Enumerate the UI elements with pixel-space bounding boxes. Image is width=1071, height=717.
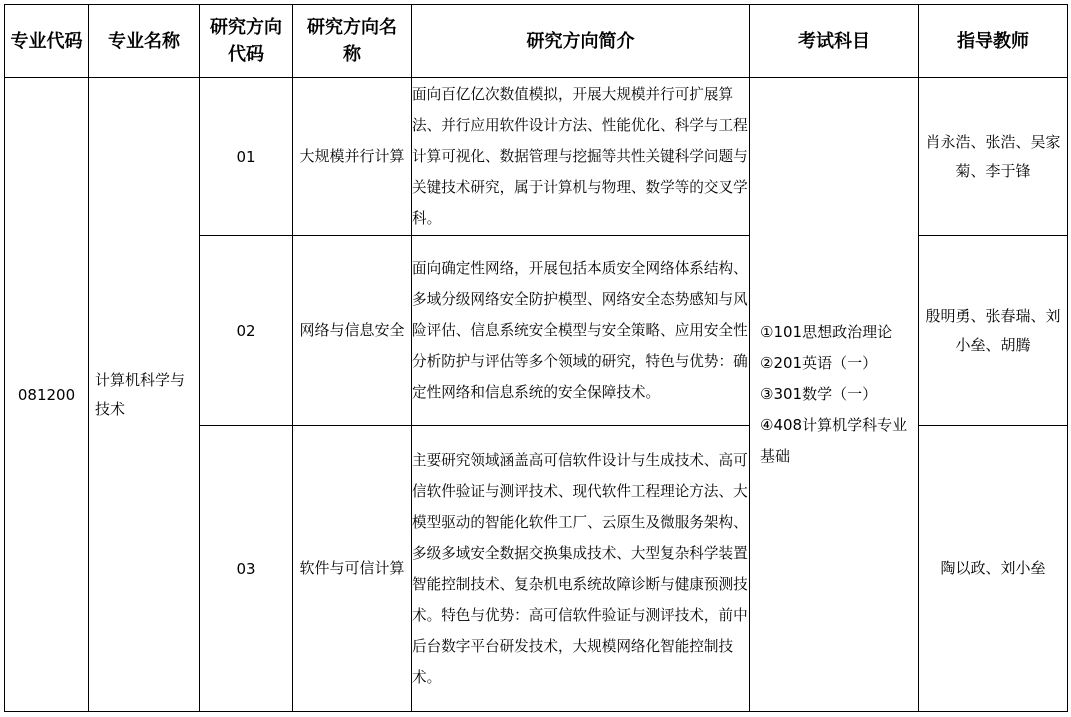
header-direction-name: 研究方向名称 bbox=[293, 5, 412, 78]
direction-name-cell: 大规模并行计算 bbox=[299, 147, 405, 165]
header-exam-subjects: 考试科目 bbox=[750, 5, 919, 78]
header-direction-code: 研究方向代码 bbox=[200, 5, 293, 78]
program-table bbox=[4, 4, 1068, 712]
header-major-name: 专业名称 bbox=[89, 5, 200, 78]
direction-intro-cell: 面向百亿亿次数值模拟，开展大规模并行可扩展算法、并行应用软件设计方法、性能优化、科学与工程计算可视化、数据管理与挖掘等共性关键科学问题与关键技术研究，属于计算机与物理、数学等的交叉学科。 bbox=[412, 78, 750, 236]
advisors-cell: 陶以政、刘小垒 bbox=[940, 559, 1046, 577]
exam-subject-item: ①101思想政治理论 bbox=[760, 323, 893, 341]
direction-intro-cell: 主要研究领域涵盖高可信软件设计与生成技术、高可信软件验证与测评技术、现代软件工程理论方法、大模型驱动的智能化软件工厂、云原生及微服务架构、多级多域安全数据交换集成技术、大型复杂科学装置智能控制技术、复杂机电系统故障诊断与健康预测技术。特色与优势：高可信软件验证与测评技术，前中后台数字平台研发技术，大规模网络化智能控制技术。 bbox=[412, 426, 750, 712]
direction-code-cell: 01 bbox=[200, 78, 293, 236]
header-advisors: 指导教师 bbox=[919, 5, 1068, 78]
direction-code-cell: 02 bbox=[200, 236, 293, 426]
advisors-cell: 殷明勇、张春瑞、刘小垒、胡腾 bbox=[925, 306, 1061, 354]
advisors-cell: 肖永浩、张浩、吴家菊、李于锋 bbox=[925, 132, 1061, 180]
header-direction-intro: 研究方向简介 bbox=[412, 5, 750, 78]
direction-intro-cell: 面向确定性网络，开展包括本质安全网络体系结构、多域分级网络安全防护模型、网络安全态势感知与风险评估、信息系统安全模型与安全策略、应用安全性分析防护与评估等多个领域的研究，特色与优势：确定性网络和信息系统的安全保障技术。 bbox=[412, 236, 750, 426]
major-name-cell: 计算机科学与技术 bbox=[95, 370, 186, 418]
header-row bbox=[5, 5, 1068, 78]
major-code-cell: 081200 bbox=[5, 78, 89, 712]
direction-name-cell: 软件与可信计算 bbox=[299, 559, 405, 577]
table-row bbox=[5, 78, 1068, 236]
direction-code-cell: 03 bbox=[200, 426, 293, 712]
direction-name-cell: 网络与信息安全 bbox=[299, 321, 405, 339]
exam-subject-item: ③301数学（一） bbox=[760, 385, 878, 403]
exam-subject-item: ②201英语（一） bbox=[760, 354, 878, 372]
exam-subjects-cell bbox=[750, 78, 919, 712]
header-major-code: 专业代码 bbox=[5, 5, 89, 78]
exam-subject-item: ④408计算机学科专业基础 bbox=[760, 416, 908, 465]
